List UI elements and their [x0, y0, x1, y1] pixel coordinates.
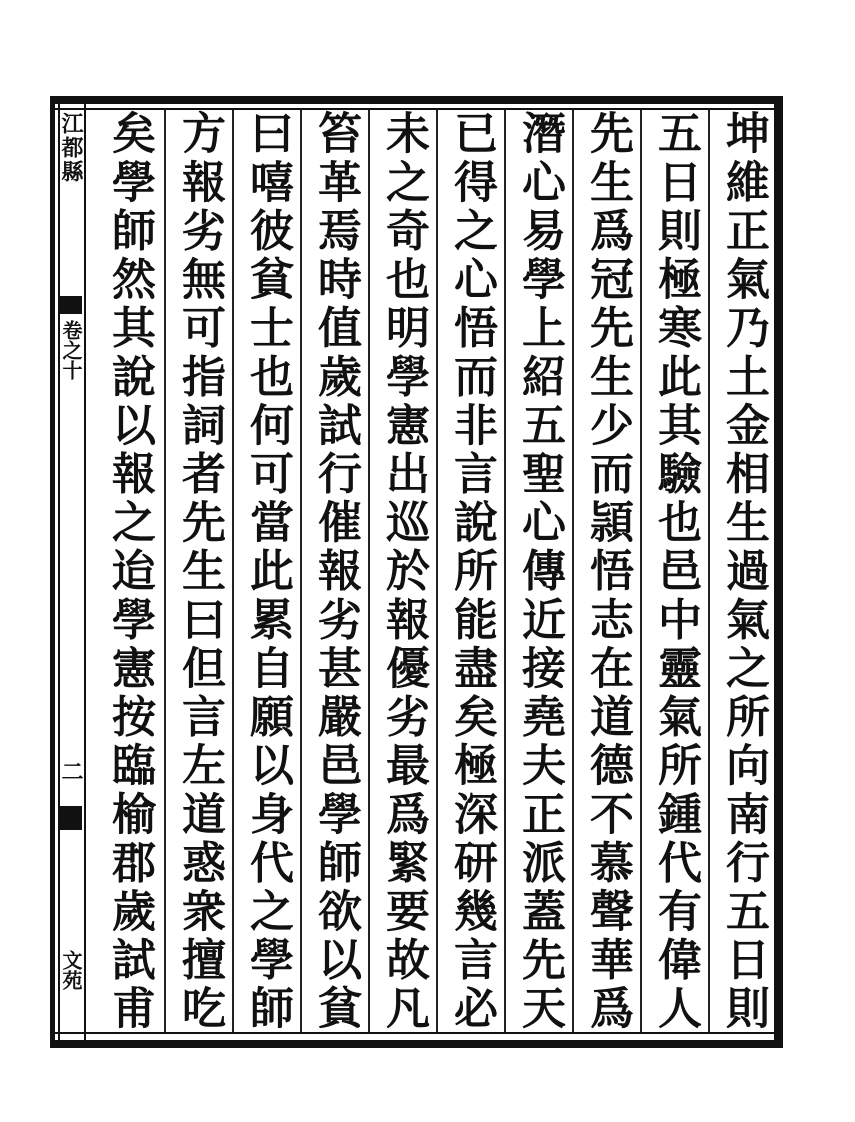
fold-column-right-rule: [84, 104, 86, 1040]
frame-bottom-border: [50, 1040, 783, 1048]
fold-column-fishtail-mark: [60, 296, 82, 314]
text-column-9: 方報劣無可指詞者先生曰但言左道惑衆擅吃: [174, 110, 225, 1032]
text-column-10: 矣學師然其說以報之迨學憲按臨榆郡歲試甫: [104, 110, 155, 1032]
frame-left-border: [50, 96, 55, 1048]
text-column-5: 已得之心悟而非言說所能盡矣極深研幾言必: [446, 110, 497, 1032]
fold-column-bottom-label: 文苑: [59, 950, 83, 990]
fold-column-lower-mark: [60, 806, 82, 830]
fold-column-section: 卷之十: [59, 320, 83, 380]
frame-top-border: [50, 96, 783, 104]
text-column-6: 未之奇也明學憲出巡於報優劣最爲緊要故凡: [378, 110, 429, 1032]
frame-bottom-inner-border: [50, 1032, 783, 1034]
fold-column-title: 江都縣: [58, 112, 84, 184]
fold-column-left-rule: [58, 104, 60, 1040]
text-column-2: 五日則極寒此其驗也邑中靈氣所鍾代有偉人: [650, 110, 701, 1032]
text-column-8: 曰嘻彼貧士也何可當此累自願以身代之學師: [242, 110, 293, 1032]
text-column-3: 先生爲冠先生少而頴悟志在道德不慕聲華爲: [582, 110, 633, 1032]
text-column-4: 潛心易學上紹五聖心傳近接堯夫正派蓋先天: [514, 110, 565, 1032]
text-column-1: 坤維正氣乃土金相生過氣之所向南行五日則: [718, 110, 769, 1032]
fold-column-page-number: 二: [58, 760, 84, 782]
text-column-7: 笞革焉時值歲試行催報劣甚嚴邑學師欲以貧: [310, 110, 361, 1032]
